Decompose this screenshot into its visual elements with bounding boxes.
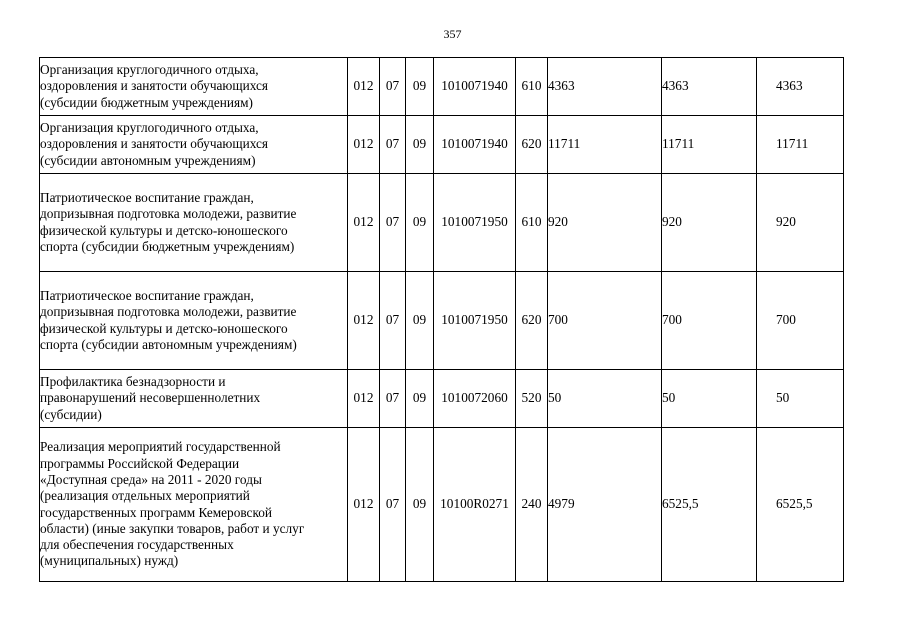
expense-type-cell: 610 [516,58,548,116]
expense-type-cell: 620 [516,116,548,174]
expense-type-cell: 240 [516,428,548,582]
section-code-cell: 07 [380,58,406,116]
amount-year-2-cell: 920 [662,174,757,272]
amount-year-3-cell: 6525,5 [757,428,844,582]
expense-name-line: (субсидии автономным учреждениям) [40,152,256,168]
subsection-code-cell: 09 [406,272,434,370]
expense-name-line: оздоровления и занятости обучающихся [40,78,268,94]
amount-year-2-cell: 50 [662,370,757,428]
expense-name-line: области) (иные закупки товаров, работ и услуг [40,520,305,536]
table-body [40,58,844,582]
target-item-cell: 1010071940 [434,116,516,174]
expense-name-line: оздоровления и занятости обучающихся [40,136,268,152]
expense-name-cell [40,174,348,272]
amount-year-3-cell: 920 [757,174,844,272]
amount-year-2-cell: 700 [662,272,757,370]
amount-year-1-cell: 4363 [548,58,662,116]
expense-name-cell [40,58,348,116]
table-row [40,116,844,174]
subsection-code-cell: 09 [406,174,434,272]
expense-name-line: (субсидии) [40,406,102,422]
ministry-code-cell: 012 [348,58,380,116]
section-code-cell: 07 [380,272,406,370]
expense-type-cell: 610 [516,174,548,272]
target-item-cell: 10100R0271 [434,428,516,582]
target-item-cell: 1010071950 [434,272,516,370]
expense-name-line: Реализация мероприятий государственной [40,439,281,455]
expense-name-line: (субсидии бюджетным учреждениям) [40,94,253,110]
amount-year-1-cell: 920 [548,174,662,272]
subsection-code-cell: 09 [406,116,434,174]
amount-year-1-cell: 700 [548,272,662,370]
expense-name-line: программы Российской Федерации [40,455,240,471]
ministry-code-cell: 012 [348,174,380,272]
amount-year-3-cell: 50 [757,370,844,428]
ministry-code-cell: 012 [348,428,380,582]
amount-year-3-cell: 700 [757,272,844,370]
table-row [40,272,844,370]
expense-name-cell [40,272,348,370]
amount-year-2-cell: 11711 [662,116,757,174]
expense-name-cell [40,370,348,428]
expense-name-line: Организация круглогодичного отдыха, [40,120,259,136]
amount-year-3-cell: 4363 [757,58,844,116]
expense-name-line: для обеспечения государственных [40,537,234,553]
expense-name-line: физической культуры и детско-юношеского [40,222,288,238]
expense-name-line: Организация круглогодичного отдыха, [40,62,259,78]
subsection-code-cell: 09 [406,428,434,582]
expense-name-line: допризывная подготовка молодежи, развитие [40,304,297,320]
expense-name-line: Патриотическое воспитание граждан, [40,287,254,303]
amount-year-1-cell: 50 [548,370,662,428]
expense-name-line: «Доступная среда» на 2011 - 2020 годы [40,471,262,487]
section-code-cell: 07 [380,428,406,582]
amount-year-1-cell: 11711 [548,116,662,174]
expense-name-line: (муниципальных) нужд) [40,553,179,569]
table-row [40,370,844,428]
section-code-cell: 07 [380,370,406,428]
target-item-cell: 1010072060 [434,370,516,428]
amount-year-2-cell: 4363 [662,58,757,116]
budget-table [39,57,844,582]
expense-name-line: спорта (субсидии бюджетным учреждениям) [40,238,295,254]
ministry-code-cell: 012 [348,370,380,428]
expense-name-line: правонарушений несовершеннолетних [40,390,261,406]
ministry-code-cell: 012 [348,272,380,370]
table-row [40,428,844,582]
expense-name-line: спорта (субсидии автономным учреждениям) [40,336,297,352]
expense-name-cell [40,428,348,582]
expense-type-cell: 520 [516,370,548,428]
table-row [40,58,844,116]
amount-year-2-cell: 6525,5 [662,428,757,582]
ministry-code-cell: 012 [348,116,380,174]
page-number: 357 [443,27,462,41]
expense-name-line: Профилактика безнадзорности и [40,374,226,390]
amount-year-3-cell: 11711 [757,116,844,174]
section-code-cell: 07 [380,174,406,272]
section-code-cell: 07 [380,116,406,174]
expense-name-line: физической культуры и детско-юношеского [40,320,288,336]
amount-year-1-cell: 4979 [548,428,662,582]
expense-name-line: (реализация отдельных мероприятий [40,488,250,504]
expense-name-cell [40,116,348,174]
expense-name-line: Патриотическое воспитание граждан, [40,189,254,205]
target-item-cell: 1010071950 [434,174,516,272]
table-row [40,174,844,272]
expense-name-line: государственных программ Кемеровской [40,504,273,520]
subsection-code-cell: 09 [406,58,434,116]
expense-type-cell: 620 [516,272,548,370]
target-item-cell: 1010071940 [434,58,516,116]
subsection-code-cell: 09 [406,370,434,428]
expense-name-line: допризывная подготовка молодежи, развитие [40,206,297,222]
